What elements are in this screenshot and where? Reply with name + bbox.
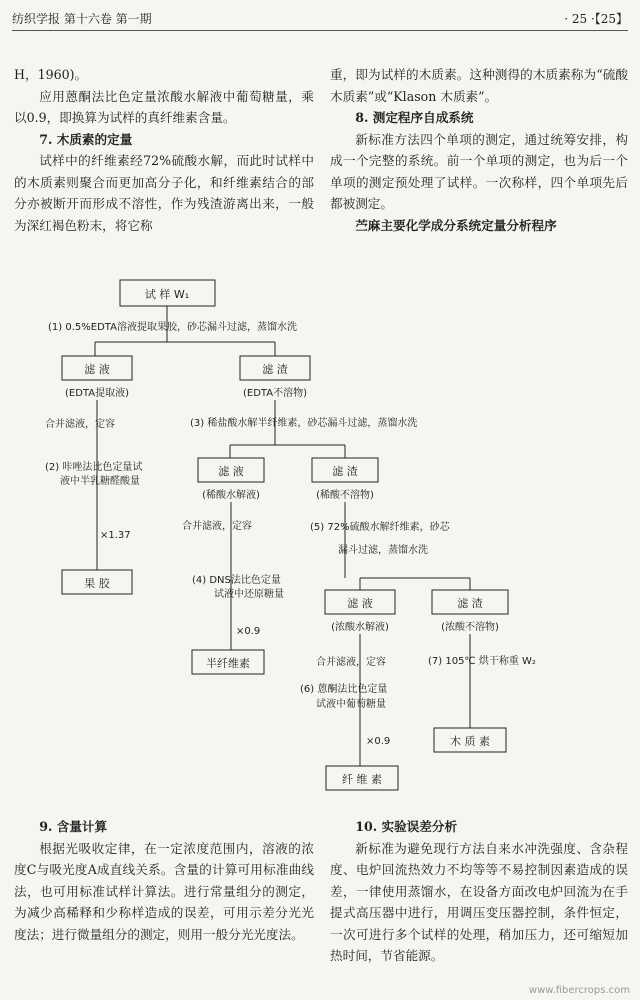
factor-1: ×1.37 xyxy=(100,530,131,541)
section-heading: 8. 测定程序自成系统 xyxy=(355,110,474,125)
step-2-line1: (2) 咔唑法比色定量试 xyxy=(45,462,143,473)
cellulose-label: 纤 维 素 xyxy=(342,773,382,786)
paragraph: 试样中的纤维素经72%硫酸水解，而此时试样中的木质素则聚合而更加高分子化，和纤维素结合的部分亦被断开而形成不溶性，作为残渣游离出来，一般为深红褐色粉末，将它称 xyxy=(14,153,314,233)
sample-label: 试 样 W₁ xyxy=(144,288,190,301)
merge-3: 合并滤液，定容 xyxy=(316,657,386,668)
section-heading: 10. 实验误差分析 xyxy=(355,819,458,834)
filtrate-2-note: (稀酸水解液) xyxy=(202,490,260,501)
step-6-line2: 试液中葡萄糖量 xyxy=(316,699,386,710)
step-6-line1: (6) 蒽酮法比色定量 xyxy=(300,684,388,695)
residue-1-note: (EDTA不溶物) xyxy=(243,388,307,399)
filtrate-3-note: (浓酸水解液) xyxy=(331,622,389,633)
paragraph: 新标准方法四个单项的测定，通过统筹安排，构成一个完整的系统。前一个单项的测定，也为后一个单项的测定预处理了试样。一次称样，四个单项先后都被测定。 xyxy=(330,131,628,211)
residue-2-label: 滤 渣 xyxy=(332,465,358,478)
merge-1: 合并滤液，定容 xyxy=(45,419,115,430)
paragraph: 应用蒽酮法比色定量浓酸水解液中葡萄糖量，乘以0.9，即换算为试样的真纤维素含量。 xyxy=(14,88,314,125)
factor-2: ×0.9 xyxy=(236,626,261,637)
paragraph: 重，即为试样的木质素。这种测得的木质素称为“硫酸木质素”或“Klason 木质素”。 xyxy=(330,67,628,104)
hemicellulose-label: 半纤维素 xyxy=(206,657,250,670)
section-heading: 7. 木质素的定量 xyxy=(39,131,133,147)
journal-header: 纺织学报 第十六卷 第一期 xyxy=(12,12,152,26)
lignin-label: 木 质 素 xyxy=(450,735,490,748)
residue-1-label: 滤 渣 xyxy=(262,363,288,376)
step-3: (3) 稀盐酸水解半纤维素，砂芯漏斗过滤，蒸馏水洗 xyxy=(190,418,418,429)
filtrate-3-label: 滤 液 xyxy=(347,597,373,610)
step-2-line2: 液中半乳糖醛酸量 xyxy=(60,476,140,487)
page-number: · 25 ·【25】 xyxy=(564,12,628,26)
right-column-bottom xyxy=(330,816,628,967)
filtrate-1-label: 滤 液 xyxy=(84,363,110,376)
left-column-bottom xyxy=(14,816,314,945)
merge-2: 合并滤液，定容 xyxy=(182,521,252,532)
pectin-label: 果 胶 xyxy=(84,577,110,590)
filtrate-2-label: 滤 液 xyxy=(218,465,244,478)
step-1: (1) 0.5%EDTA溶液提取果胶，砂芯漏斗过滤，蒸馏水洗 xyxy=(48,322,297,333)
residue-3-note: (浓酸不溶物) xyxy=(441,622,499,633)
paragraph: H，1960)。 xyxy=(14,67,88,82)
step-5-line2: 漏斗过滤，蒸馏水洗 xyxy=(338,545,428,556)
step-4-line1: (4) DNS法比色定量 xyxy=(192,575,281,586)
diagram-title: 苎麻主要化学成分系统定量分析程序 xyxy=(355,217,557,233)
step-4-line2: 试液中还原糖量 xyxy=(214,589,284,600)
section-heading: 9. 含量计算 xyxy=(39,819,108,834)
paragraph: 根据光吸收定律，在一定浓度范围内，溶液的浓度C与吸光度A成直线关系。含量的计算可用标准曲线法，也可用标准试样计算法。进行常量组分的测定，为减少高稀释和少称样造成的误差，可用示差分光光度法；进行微量组分的测定，则用一般分光光度法。 xyxy=(14,840,314,942)
residue-3-label: 滤 渣 xyxy=(457,597,483,610)
paragraph: 新标准为避免现行方法自来水冲洗强度、含杂程度、电炉回流热效力不均等等不易控制因素造成的误差，一律使用蒸馏水，在设备方面改电炉回流为在手提式高压器中进行，用调压变压器控制，条件恒定，一次可进行多个试样的处理，稍加压力，还可缩短加热时间，节省能源。 xyxy=(330,840,628,963)
filtrate-1-note: (EDTA提取液) xyxy=(65,388,129,399)
factor-3: ×0.9 xyxy=(366,736,391,747)
step-5-line1: (5) 72%硫酸水解纤维素，砂芯 xyxy=(310,522,450,533)
step-7: (7) 105℃ 烘干称重 W₂ xyxy=(428,656,536,667)
residue-2-note: (稀酸不溶物) xyxy=(316,490,374,501)
watermark: www.fibercrops.com xyxy=(528,985,630,996)
